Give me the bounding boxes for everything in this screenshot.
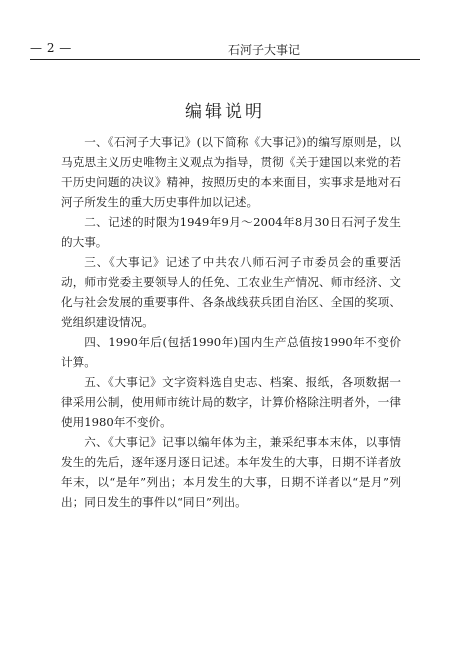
paragraph-1: 一、《石河子大事记》(以下简称《大事记》)的编写原则是，以马克思主义历史唯物主义观点为指导，贯彻《关于建国以来党的若干历史问题的决议》精神，按照历史的本来面目，实事求是地对石河子所发生的重大历史事件加以记述。	[61, 135, 401, 209]
paragraph-6: 六、《大事记》记事以编年体为主，兼采纪事本末体，以事情发生的先后，逐年逐月逐日记述。本年发生的大事，日期不详者放年末，以“是年”列出；本月发生的大事，日期不详者以“是月”列出；同日发生的事件以“同日”列出。	[61, 435, 401, 509]
running-title: 石河子大事记	[228, 43, 301, 57]
paragraph-3: 三、《大事记》记述了中共农八师石河子市委员会的重要活动，师市党委主要领导人的任免、工农业生产情况、师市经济、文化与社会发展的重要事件、各条战线获兵团自治区、全国的奖项、党组织建设情况。	[61, 255, 401, 329]
paragraph-5: 五、《大事记》文字资料选自史志、档案、报纸，各项数据一律采用公制，使用师市统计局的数字，计算价格除注明者外，一律使用1980年不变价。	[61, 375, 401, 429]
document-body	[61, 132, 401, 512]
running-header	[30, 37, 420, 60]
document-title: 编辑说明	[185, 102, 265, 122]
page-number: — 2 —	[30, 41, 72, 55]
paragraph-2: 二、记述的时限为1949年9月～2004年8月30日石河子发生的大事。	[61, 215, 401, 249]
paragraph-4: 四、1990年后(包括1990年)国内生产总值按1990年不变价计算。	[61, 335, 401, 369]
